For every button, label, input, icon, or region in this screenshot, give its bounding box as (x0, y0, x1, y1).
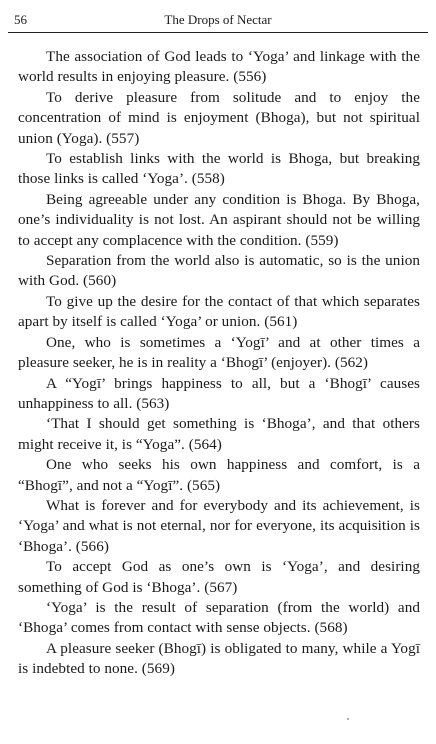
paragraph-559: Being agreeable under any condition is Bhoga. By Bhoga, one’s individuality is not lost. An aspirant should not be willing to accept any complacence with the condition. (559) (18, 190, 420, 249)
body-text (18, 47, 420, 680)
paragraph-565: One who seeks his own happiness and comfort, is a “Bhogī”, and not a “Yogī”. (565) (18, 456, 420, 494)
paragraph-566: What is forever and for everybody and its achievement, is ‘Yoga’ and what is not eternal, nor for everyone, its acquisition is ‘Bhoga’. (566) (18, 496, 420, 555)
header-rule (8, 32, 428, 33)
paragraph-567: To accept God as one’s own is ‘Yoga’, and desiring something of God is ‘Bhoga’. (567) (18, 558, 420, 596)
paragraph-561: To give up the desire for the contact of that which separates apart by itself is called ‘Yoga’ or union. (561) (18, 292, 420, 331)
print-speck (347, 718, 349, 720)
running-head (10, 12, 426, 32)
paragraph-560: Separation from the world also is automatic, so is the union with God. (560) (18, 252, 420, 290)
running-title: The Drops of Nectar (164, 12, 272, 27)
paragraph-569: A pleasure seeker (Bhogī) is obligated to many, while a Yogī is indebted to none. (569) (18, 639, 420, 678)
paragraph-568: ‘Yoga’ is the result of separation (from the world) and ‘Bhoga’ comes from contact with sense objects. (568) (18, 598, 420, 637)
paragraph-563: A “Yogī’ brings happiness to all, but a ‘Bhogī’ causes unhappiness to all. (563) (18, 374, 420, 412)
page-number: 56 (14, 12, 27, 27)
paragraph-562: One, who is sometimes a ‘Yogī’ and at other times a pleasure seeker, he is in reality a ‘Bhogī’ (enjoyer). (562) (18, 333, 420, 372)
paragraph-557: To derive pleasure from solitude and to enjoy the concentration of mind is enjoyment (Bhoga), but not spiritual union (Yoga). (557) (18, 88, 420, 147)
paragraph-556: The association of God leads to ‘Yoga’ and linkage with the world results in enjoying pleasure. (556) (18, 48, 420, 86)
paragraph-564: ‘That I should get something is ‘Bhoga’, and that others might receive it, is “Yoga”. (564) (18, 415, 420, 453)
paragraph-558: To establish links with the world is Bhoga, but breaking those links is called ‘Yoga’. (558) (18, 150, 420, 188)
